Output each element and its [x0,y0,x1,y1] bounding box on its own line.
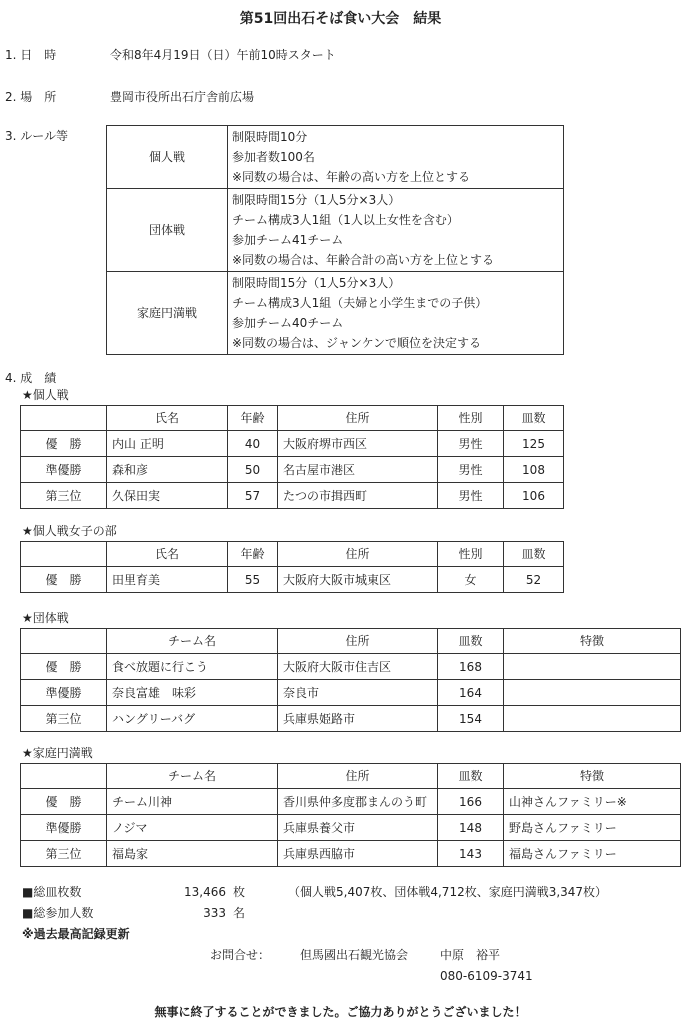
table-row [21,789,681,815]
column-header: 性別 [438,406,504,431]
table-cell: 168 [438,654,504,680]
rule-line: ※同数の場合は、ジャンケンで順位を決定する [232,336,481,350]
table-heading: ★団体戦 [22,611,69,625]
rule-line: 制限時間10分 [232,130,308,144]
column-header: 住所 [278,406,438,431]
table-row [21,431,564,457]
table-cell: 兵庫県姫路市 [278,706,438,732]
table-row [21,483,564,509]
venue-value: 豊岡市役所出石庁舎前広場 [110,90,255,104]
closing-message: 無事に終了することができました。ご協力ありがとうございました！ [154,1005,527,1019]
table-cell: ノジマ [107,815,278,841]
table-cell: 野島さんファミリー [504,815,681,841]
total-plates-value: 13,466 [184,885,226,899]
total-participants-label: ■総参加人数 [22,906,94,920]
table-cell: たつの市揖西町 [278,483,438,509]
table-cell: 大阪府大阪市住吉区 [278,654,438,680]
table-cell: 125 [504,431,564,457]
results-label: 4. 成 績 [5,371,57,385]
table-cell: 143 [438,841,504,867]
table-cell: 準優勝 [21,680,107,706]
rules-table [106,125,564,355]
table-cell: 女 [438,567,504,593]
table-header-row [21,764,681,789]
column-header: 年齢 [228,542,278,567]
rule-category: 家庭円満戦 [107,272,228,355]
table-cell: 内山 正明 [107,431,228,457]
column-header: 住所 [278,764,438,789]
column-header: 氏名 [107,406,228,431]
women-results-table [20,541,564,593]
table-cell: 男性 [438,431,504,457]
column-header: 特徴 [504,764,681,789]
table-cell: 55 [228,567,278,593]
column-header: 住所 [278,629,438,654]
table-cell: 優 勝 [21,431,107,457]
table-cell: 奈良富雄 味彩 [107,680,278,706]
table-cell: 福島家 [107,841,278,867]
table-header-row [21,542,564,567]
family-results-table [20,763,681,867]
table-cell: 166 [438,789,504,815]
table-cell: 名古屋市港区 [278,457,438,483]
table-row [21,457,564,483]
table-cell: 香川県仲多度郡まんのう町 [278,789,438,815]
table-cell: 久保田実 [107,483,228,509]
column-header: チーム名 [107,764,278,789]
table-cell [504,654,681,680]
table-cell: 40 [228,431,278,457]
column-header: 氏名 [107,542,228,567]
contact-label: お問合せ： [210,948,271,962]
table-cell: 57 [228,483,278,509]
table-cell: 106 [504,483,564,509]
rule-details [228,189,564,272]
table-cell [504,680,681,706]
table-cell: 148 [438,815,504,841]
table-heading: ★個人戦 [22,388,69,402]
table-cell: 男性 [438,483,504,509]
total-participants-unit: 名 [233,906,246,920]
rule-line: ※同数の場合は、年齢合計の高い方を上位とする [232,253,495,267]
team-results-table [20,628,681,732]
date-value: 令和8年4月19日（日）午前10時スタート [110,48,336,62]
table-cell: 準優勝 [21,815,107,841]
rule-line: チーム構成3人1組（夫婦と小学生までの子供） [232,296,488,310]
table-row [21,841,681,867]
table-header-row [21,406,564,431]
rule-row [107,126,564,189]
rule-line: 参加チーム40チーム [232,316,344,330]
column-header: 住所 [278,542,438,567]
column-header: 性別 [438,542,504,567]
rule-row [107,189,564,272]
rule-line: 制限時間15分（1人5分×3人） [232,276,401,290]
rule-line: ※同数の場合は、年齢の高い方を上位とする [232,170,471,184]
rules-label: 3. ルール等 [5,129,69,143]
table-cell: 第三位 [21,841,107,867]
column-header: 皿数 [504,406,564,431]
total-plates-unit: 枚 [233,885,246,899]
table-header-row [21,629,681,654]
total-plates-label: ■総皿枚数 [22,885,82,899]
table-cell: 大阪府堺市西区 [278,431,438,457]
table-cell: 兵庫県養父市 [278,815,438,841]
table-cell: 154 [438,706,504,732]
table-cell: 52 [504,567,564,593]
table-cell: 森和彦 [107,457,228,483]
table-heading: ★個人戦女子の部 [22,524,117,538]
table-row [21,815,681,841]
table-cell [504,706,681,732]
table-cell: 優 勝 [21,567,107,593]
table-cell: 第三位 [21,706,107,732]
column-header: 皿数 [504,542,564,567]
venue-label: 2. 場 所 [5,90,57,104]
column-header: 年齢 [228,406,278,431]
column-header [21,406,107,431]
table-cell: 奈良市 [278,680,438,706]
contact-org: 但馬國出石観光協会 [300,948,409,962]
table-heading: ★家庭円満戦 [22,746,93,760]
table-row [21,567,564,593]
table-cell: 大阪府大阪市城東区 [278,567,438,593]
table-cell: 食べ放題に行こう [107,654,278,680]
rule-line: 参加チーム41チーム [232,233,344,247]
rule-line: 参加者数100名 [232,150,315,164]
table-cell: 164 [438,680,504,706]
table-cell: 優 勝 [21,789,107,815]
table-cell: 優 勝 [21,654,107,680]
table-cell: 準優勝 [21,457,107,483]
column-header: 皿数 [438,764,504,789]
table-cell: 山神さんファミリー※ [504,789,681,815]
table-cell: 田里育美 [107,567,228,593]
column-header: 特徴 [504,629,681,654]
rule-line: チーム構成3人1組（1人以上女性を含む） [232,213,459,227]
column-header: チーム名 [107,629,278,654]
page-title: 第51回出石そば食い大会 結果 [239,11,442,27]
total-plates-breakdown: （個人戦5,407枚、団体戦4,712枚、家庭円満戦3,347枚） [288,885,608,899]
table-cell: 50 [228,457,278,483]
table-cell: ハングリーバグ [107,706,278,732]
table-cell: チーム川神 [107,789,278,815]
rule-details [228,126,564,189]
table-cell: 108 [504,457,564,483]
rule-category: 個人戦 [107,126,228,189]
total-participants-value: 333 [203,906,226,920]
contact-person: 中原 裕平 [440,948,501,962]
table-cell: 男性 [438,457,504,483]
contact-phone: 080-6109-3741 [440,969,533,983]
table-cell: 福島さんファミリー [504,841,681,867]
column-header [21,629,107,654]
column-header [21,542,107,567]
table-row [21,706,681,732]
individual-results-table [20,405,564,509]
table-row [21,680,681,706]
table-cell: 兵庫県西脇市 [278,841,438,867]
column-header [21,764,107,789]
record-note: ※過去最高記録更新 [22,927,130,941]
rule-line: 制限時間15分（1人5分×3人） [232,193,401,207]
rule-category: 団体戦 [107,189,228,272]
column-header: 皿数 [438,629,504,654]
rule-row [107,272,564,355]
rule-details [228,272,564,355]
date-label: 1. 日 時 [5,48,57,62]
table-row [21,654,681,680]
table-cell: 第三位 [21,483,107,509]
